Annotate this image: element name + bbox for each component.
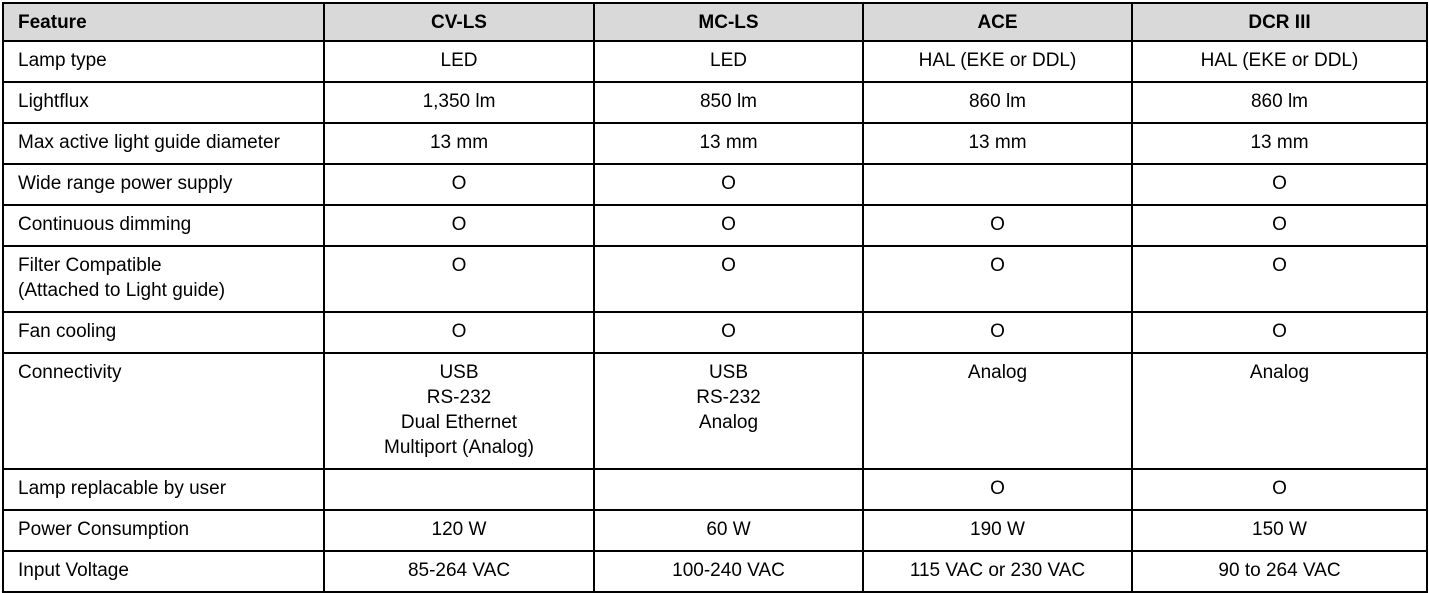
value-cell-ace: 115 VAC or 230 VAC — [863, 551, 1132, 592]
value-cell-dcr-iii: 150 W — [1132, 510, 1427, 551]
value-cell-mc-ls: O — [594, 312, 863, 353]
header-dcr-iii: DCR III — [1132, 3, 1427, 41]
feature-cell: Max active light guide diameter — [3, 123, 324, 164]
value-cell-mc-ls: 60 W — [594, 510, 863, 551]
value-cell-cv-ls — [324, 469, 594, 510]
header-row — [3, 3, 1427, 41]
value-cell-mc-ls: LED — [594, 41, 863, 82]
table-row — [3, 353, 1427, 469]
feature-cell: Connectivity — [3, 353, 324, 469]
value-cell-cv-ls: O — [324, 312, 594, 353]
table-row — [3, 82, 1427, 123]
value-cell-mc-ls: 850 lm — [594, 82, 863, 123]
value-cell-cv-ls: 1,350 lm — [324, 82, 594, 123]
value-cell-cv-ls: O — [324, 164, 594, 205]
feature-cell: Lightflux — [3, 82, 324, 123]
table-row — [3, 312, 1427, 353]
feature-cell: Fan cooling — [3, 312, 324, 353]
value-cell-cv-ls: 85-264 VAC — [324, 551, 594, 592]
value-cell-ace: O — [863, 312, 1132, 353]
table-row — [3, 123, 1427, 164]
value-cell-dcr-iii: O — [1132, 164, 1427, 205]
value-cell-dcr-iii: 90 to 264 VAC — [1132, 551, 1427, 592]
value-cell-cv-ls: 13 mm — [324, 123, 594, 164]
value-cell-dcr-iii: O — [1132, 246, 1427, 312]
value-cell-dcr-iii: 860 lm — [1132, 82, 1427, 123]
value-cell-mc-ls: O — [594, 164, 863, 205]
table-row — [3, 41, 1427, 82]
value-cell-mc-ls: O — [594, 205, 863, 246]
feature-cell: Continuous dimming — [3, 205, 324, 246]
table-row — [3, 551, 1427, 592]
value-cell-ace: 190 W — [863, 510, 1132, 551]
value-cell-cv-ls: USB RS-232 Dual Ethernet Multiport (Analog) — [324, 353, 594, 469]
value-cell-ace: 13 mm — [863, 123, 1132, 164]
header-cv-ls: CV-LS — [324, 3, 594, 41]
value-cell-mc-ls — [594, 469, 863, 510]
feature-cell: Wide range power supply — [3, 164, 324, 205]
feature-cell: Lamp replacable by user — [3, 469, 324, 510]
value-cell-dcr-iii: O — [1132, 205, 1427, 246]
table-row — [3, 246, 1427, 312]
value-cell-cv-ls: LED — [324, 41, 594, 82]
feature-cell: Filter Compatible (Attached to Light guide) — [3, 246, 324, 312]
header-mc-ls: MC-LS — [594, 3, 863, 41]
value-cell-ace: HAL (EKE or DDL) — [863, 41, 1132, 82]
value-cell-dcr-iii: 13 mm — [1132, 123, 1427, 164]
value-cell-mc-ls: 13 mm — [594, 123, 863, 164]
value-cell-mc-ls: USB RS-232 Analog — [594, 353, 863, 469]
table-row — [3, 510, 1427, 551]
value-cell-dcr-iii: O — [1132, 312, 1427, 353]
value-cell-ace: O — [863, 469, 1132, 510]
value-cell-dcr-iii: HAL (EKE or DDL) — [1132, 41, 1427, 82]
table-row — [3, 205, 1427, 246]
value-cell-cv-ls: O — [324, 246, 594, 312]
header-feature: Feature — [3, 3, 324, 41]
feature-cell: Lamp type — [3, 41, 324, 82]
value-cell-ace: 860 lm — [863, 82, 1132, 123]
value-cell-ace: Analog — [863, 353, 1132, 469]
table-row — [3, 164, 1427, 205]
value-cell-mc-ls: O — [594, 246, 863, 312]
value-cell-ace: O — [863, 246, 1132, 312]
value-cell-dcr-iii: Analog — [1132, 353, 1427, 469]
value-cell-cv-ls: O — [324, 205, 594, 246]
value-cell-dcr-iii: O — [1132, 469, 1427, 510]
table-row — [3, 469, 1427, 510]
value-cell-cv-ls: 120 W — [324, 510, 594, 551]
value-cell-ace — [863, 164, 1132, 205]
feature-cell: Power Consumption — [3, 510, 324, 551]
feature-cell: Input Voltage — [3, 551, 324, 592]
value-cell-ace: O — [863, 205, 1132, 246]
header-ace: ACE — [863, 3, 1132, 41]
feature-comparison-table — [2, 2, 1428, 593]
value-cell-mc-ls: 100-240 VAC — [594, 551, 863, 592]
table-body — [3, 41, 1427, 592]
